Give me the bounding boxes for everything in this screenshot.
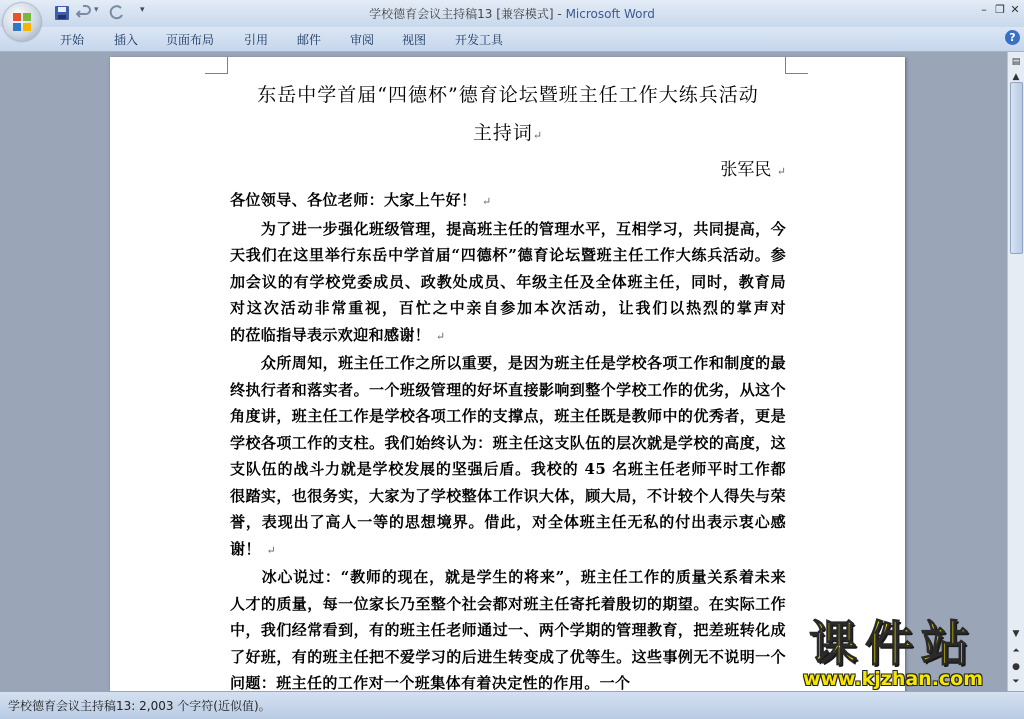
page-content[interactable] — [230, 77, 833, 691]
tab-developer[interactable]: 开发工具 — [455, 33, 504, 47]
scroll-up-icon[interactable]: ▲ — [1012, 72, 1020, 82]
tab-references[interactable]: 引用 — [244, 33, 269, 47]
paragraph-mark-icon: ↵ — [532, 129, 544, 142]
undo-dropdown-icon[interactable]: ▾ — [94, 5, 99, 15]
paragraph-mark-icon: ↵ — [482, 195, 492, 208]
document-workspace — [0, 52, 1008, 691]
tab-mailings[interactable]: 邮件 — [297, 33, 322, 47]
window-title — [0, 5, 1024, 22]
watermark-logo — [778, 618, 1008, 690]
minimize-icon[interactable]: – — [981, 3, 987, 16]
close-icon[interactable]: ✕ — [1010, 3, 1020, 16]
help-icon[interactable]: ? — [1005, 30, 1020, 45]
crop-mark-left — [205, 57, 228, 74]
vertical-scrollbar[interactable] — [1007, 52, 1024, 691]
paragraph-quote — [230, 564, 786, 691]
crop-mark-right — [785, 57, 808, 74]
restore-icon[interactable]: ❐ — [995, 3, 1005, 16]
select-browse-object-icon[interactable]: ● — [1012, 662, 1020, 672]
paragraph-greeting — [230, 187, 786, 216]
status-word-count[interactable]: 学校德育会议主持稿13: 2,003 个字符(近似值)。 — [8, 699, 271, 713]
title-line2-text: 主持词 — [472, 122, 533, 144]
next-page-icon[interactable]: ⏷ — [1012, 677, 1020, 687]
scroll-down-icon[interactable]: ▼ — [1012, 629, 1020, 639]
paragraph-text: 各位领导、各位老师：大家上午好！ — [230, 191, 477, 209]
document-title-line2 — [230, 113, 786, 153]
paragraph-intro — [230, 216, 833, 351]
office-button[interactable] — [3, 3, 41, 41]
tab-insert[interactable]: 插入 — [114, 33, 139, 47]
tab-home[interactable]: 开始 — [60, 33, 85, 47]
watermark-text: 课件站 — [808, 616, 977, 672]
document-author — [230, 153, 786, 187]
office-logo-icon — [12, 12, 32, 32]
tab-review[interactable]: 审阅 — [350, 33, 375, 47]
ribbon-tab-bar — [0, 27, 1024, 52]
document-title: 东岳中学首届“四德杯”德育论坛暨班主任工作大练兵活动 — [257, 84, 759, 106]
paragraph-text: 冰心说过：“教师的现在，就是学生的将来”，班主任工作的质量关系着未来人才的质量，每一位家长乃至整个社会都对班主任寄托着殷切的期望。在实际工作中，我们经常看到，有的班主任老师通过一、两个学期的管理教育，把差班转化成了好班，有的班主任把不爱学习的后进生转变成了优等生。这些事例无不说明一个问题：班主任的工作对一个班集体有着决定性的作用。一个 — [230, 568, 786, 691]
status-bar — [0, 691, 1024, 719]
ruler-toggle-icon[interactable]: ▤ — [1011, 57, 1021, 67]
paragraph-mark-icon: ↵ — [435, 329, 446, 343]
watermark-url: www.kjzhan.com — [802, 668, 984, 690]
title-bar — [0, 0, 1024, 27]
tab-view[interactable]: 视图 — [402, 33, 427, 47]
customize-qat-icon[interactable]: ▾ — [140, 5, 145, 15]
document-page[interactable] — [110, 57, 905, 691]
app-name: Microsoft Word — [565, 7, 655, 21]
document-name: 学校德育会议主持稿13 [兼容模式] - — [369, 7, 566, 21]
scroll-thumb[interactable] — [1010, 82, 1023, 254]
tab-page-layout[interactable]: 页面布局 — [166, 33, 215, 47]
paragraph-importance — [230, 350, 786, 564]
paragraph-mark-icon: ↵ — [266, 543, 277, 557]
author-name: 张军民 — [720, 160, 772, 180]
paragraph-mark-icon: ↵ — [776, 165, 786, 178]
paragraph-text: 为了进一步强化班级管理，提高班主任的管理水平，互相学习，共同提高，今天我们在这里举行东岳中学首届“四德杯”德育论坛暨班主任工作大练兵活动。参加会议的有学校党委成员、政教处成员、年级主任及全体班主任，同时，教育局 对这次活动非常重视，百忙之中亲自参加本次活动，让我们以热烈的掌声对 的莅临指导表示欢迎和感谢！ — [230, 219, 833, 344]
paragraph-text: 众所周知，班主任工作之所以重要，是因为班主任是学校各项工作和制度的最终执行者和落实者。一个班级管理的好坏直接影响到整个学校工作的优劣，从这个角度讲，班主任工作是学校各项工作的支撑点，班主任既是教师中的优秀者，更是学校各项工作的支柱。我们始终认为：班主任这支队伍的层次就是学校的高度，这支队伍的战斗力就是学校发展的坚强后盾。我校的 45 名班主任老师平时工作都很踏实，也很务实，大家为了学校整体工作识大体，顾大局，不计较个人得失与荣誉，表现出了高人一等的思想境界。借此，对全体班主任无私的付出表示衷心感谢！ — [230, 354, 786, 558]
previous-page-icon[interactable]: ⏶ — [1012, 646, 1020, 656]
